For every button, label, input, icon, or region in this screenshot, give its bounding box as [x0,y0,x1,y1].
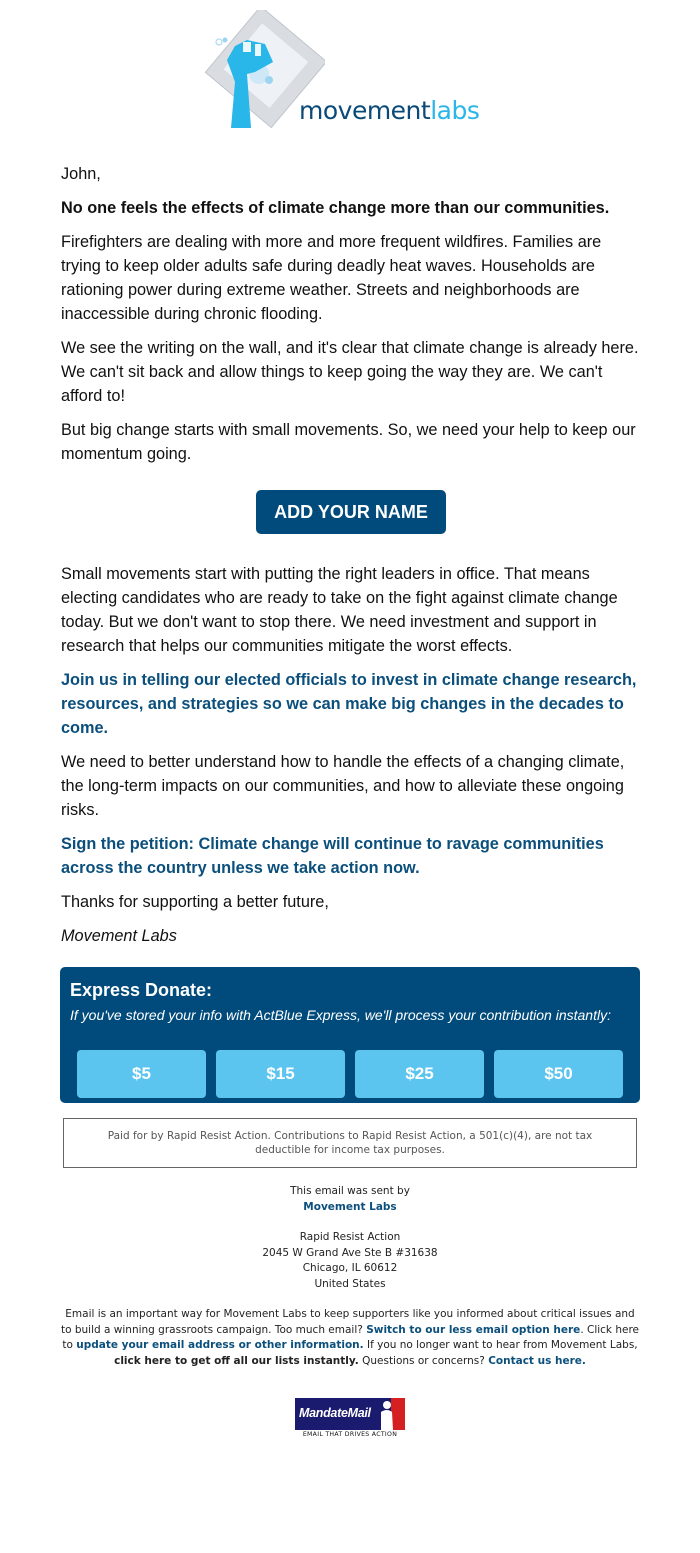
disclaimer-line: Paid for by Rapid Resist Action. Contributions to Rapid Resist Action, a 501(c)(4), are not tax [107,1130,593,1142]
join-us-link[interactable]: Join us in telling our elected officials to invest in climate change research, resources, and strategies so we can make big changes in the decades to come. [61,671,637,737]
unsubscribe-link[interactable]: click here to get off all our lists instantly. [114,1354,359,1367]
donate-amount-row [77,1050,623,1098]
disclaimer-line: deductible for income tax purposes. [255,1144,445,1156]
person-silhouette-icon [375,1398,395,1430]
express-donate-box [60,967,640,1103]
movement-labs-logo[interactable] [195,10,505,140]
address-street: 2045 W Grand Ave Ste B #31638 [262,1246,438,1259]
logo-word-labs: labs [430,96,480,125]
donate-5-button[interactable]: $5 [77,1050,206,1098]
body-paragraph: We see the writing on the wall, and it's clear that climate change is already here. We can't sit back and allow things to keep going the way they are. We can't afford to! [61,339,639,405]
closing: Thanks for supporting a better future, [61,893,329,911]
donate-50-button[interactable]: $50 [494,1050,623,1098]
logo-word-movement: movement [299,96,431,125]
less-email-link[interactable]: Switch to our less email option here [366,1323,581,1336]
email-footer [60,1184,640,1369]
mandatemail-tagline: EMAIL THAT DRIVES ACTION [295,1430,405,1440]
address-city: Chicago, IL 60612 [302,1262,398,1274]
address-org: Rapid Resist Action [299,1231,401,1243]
donate-15-button[interactable]: $15 [216,1050,345,1098]
greeting: John, [61,165,101,183]
update-info-link[interactable]: update your email address or other information. [76,1339,364,1351]
logo-wordmark [299,98,479,123]
donate-25-button[interactable]: $25 [355,1050,484,1098]
contact-us-link[interactable]: Contact us here. [488,1354,586,1367]
express-donate-title: Express Donate: [70,980,213,1000]
signature: Movement Labs [61,927,177,945]
email-body [61,162,641,958]
sent-by-label: This email was sent by [290,1185,410,1197]
body-paragraph: But big change starts with small movements. So, we need your help to keep our momentum going. [61,421,636,463]
sign-petition-link[interactable]: Sign the petition: Climate change will continue to ravage communities across the country unless we take action now. [61,835,604,877]
paid-for-disclaimer [63,1118,637,1168]
express-donate-subtitle: If you've stored your info with ActBlue Express, we'll process your contribution instantly: [70,1007,611,1023]
cta-container [61,490,641,534]
headline: No one feels the effects of climate change more than our communities. [61,199,610,217]
mandatemail-logo[interactable] [295,1398,405,1440]
body-paragraph: Firefighters are dealing with more and more frequent wildfires. Families are trying to keep older adults safe during deadly heat waves. Households are rationing power during extreme weather. Streets and neighborhoods are inaccessible during chronic flooding. [61,233,602,323]
body-paragraph: We need to better understand how to handle the effects of a changing climate, the long-term impacts on our communities, and how to alleviate these ongoing risks. [61,753,625,819]
body-paragraph: Small movements start with putting the right leaders in office. That means electing candidates who are ready to take on the fight against climate change today. But we don't want to stop there. We need investment and support in research that helps our communities mitigate the worst effects. [61,565,618,655]
sender-link[interactable]: Movement Labs [303,1200,397,1213]
add-your-name-button[interactable]: ADD YOUR NAME [256,490,446,534]
mandatemail-name: MandateMail [299,1406,371,1420]
footer-preferences-text: Email is an important way for Movement Labs to keep supporters like you informed about critical issues and to build a winning grassroots campaign. Too much email? Switch to our less email option here. Click here to update your email address or other information. If you no longer want to hear from Movement Labs, click here to get off all our lists instantly. Questions or concerns? Contact us here. [60,1308,640,1367]
address-country: United States [314,1277,386,1290]
